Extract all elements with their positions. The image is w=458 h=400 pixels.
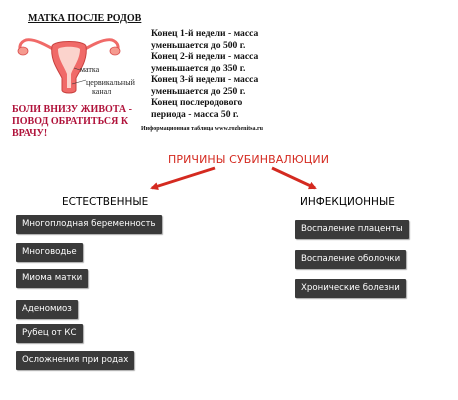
mass-line: Конец 3-й недели - масса [151,74,259,85]
mass-line: уменьшается до 500 г. [151,39,246,51]
natural-cause-item: Осложнения при родах [16,351,134,370]
uterus-label: матка [80,65,100,74]
infographic-title: МАТКА ПОСЛЕ РОДОВ [28,13,142,24]
warning-line: БОЛИ ВНИЗУ ЖИВОТА - [12,104,132,115]
cervical-canal-label-line-2: канал [92,87,112,96]
natural-causes-heading: ЕСТЕСТВЕННЫЕ [62,196,149,208]
natural-cause-item: Рубец от КС [16,324,83,343]
natural-cause-item: Многоводье [16,243,83,262]
infectious-cause-item: Хронические болезни [295,279,406,298]
mass-line: Конец послеродового [151,97,243,108]
infographic-source: Информационная таблица www.rozhenitsa.ru [141,126,264,132]
natural-cause-item: Миома матки [16,269,88,288]
arrow-to-natural [152,168,215,188]
infectious-cause-item: Воспаление плаценты [295,220,409,239]
mass-line: уменьшается до 350 г. [151,62,246,74]
infectious-causes-heading: ИНФЕКЦИОННЫЕ [300,196,395,208]
mass-line: Конец 2-й недели - масса [151,51,259,62]
natural-cause-item: Аденомиоз [16,300,78,319]
mass-line: периода - масса 50 г. [151,108,239,120]
warning-line: ВРАЧУ! [12,128,48,139]
diagram-title: ПРИЧИНЫ СУБИНВАЛЮЦИИ [168,153,330,166]
arrow-to-infectious [272,168,315,188]
cervical-canal-label-line-1: цервикальный [86,78,135,87]
mass-line: уменьшается до 250 г. [151,85,246,97]
natural-cause-item: Многоплодная беременность [16,215,162,234]
mass-line: Конец 1-й недели - масса [151,28,259,39]
infectious-cause-item: Воспаление оболочки [295,250,406,269]
warning-line: ПОВОД ОБРАТИТЬСЯ К [12,116,129,127]
